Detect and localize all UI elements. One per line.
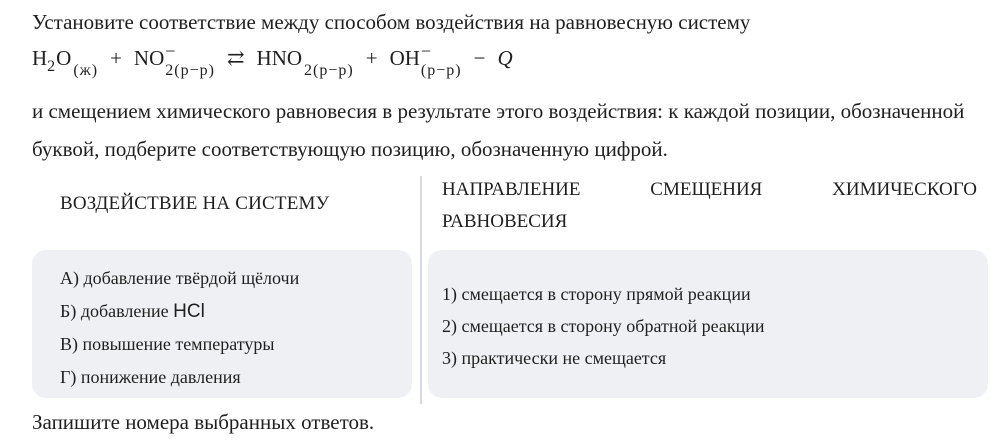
impact-option-b — [60, 295, 299, 328]
hcl-formula: HCl — [173, 301, 205, 322]
hydroxide-formula — [389, 41, 462, 80]
shift-option-1: 1) смещается в сторону прямой реакции — [442, 284, 751, 304]
right-header-word-1: НАПРАВЛЕНИЕ — [442, 179, 581, 200]
plus-sign-2: + — [365, 46, 378, 70]
nitrite-formula — [133, 41, 215, 80]
impact-option-g: Г) понижение давления — [60, 367, 241, 387]
right-column-header — [442, 174, 977, 238]
water-h: H — [32, 46, 48, 70]
impact-option-a: А) добавление твёрдой щёлочи — [60, 268, 300, 288]
task-paragraph: и смещением химического равновесия в результате этого воздействия: к каждой позиции, обозначенной буквой, подберите соответствующую позицию, обозначенную цифрой. — [32, 99, 965, 161]
right-header-word-2: СМЕЩЕНИЯ — [650, 179, 763, 200]
nitrous-acid-formula — [257, 44, 354, 80]
impact-option-v: В) повышение температуры — [60, 334, 275, 354]
shift-option-2: 2) смещается в сторону обратной реакции — [442, 316, 765, 336]
water-formula — [32, 44, 98, 80]
shift-option-3: 3) практически не смещается — [442, 348, 667, 368]
left-column-header: ВОЗДЕЙСТВИЕ НА СИСТЕМУ — [60, 193, 330, 214]
nitrous-acid-base: HNO — [256, 46, 303, 70]
nitrous-acid-subscript: 2(р−р) — [304, 62, 354, 79]
task-intro: Установите соответствие между способом воздействия на равновесную систему — [32, 10, 751, 34]
nitrite-subscript: 2(р−р) — [165, 62, 215, 79]
water-h-subscript: 2 — [47, 58, 57, 75]
chemical-equation — [32, 41, 513, 90]
nitrite-charge: − — [165, 41, 176, 61]
water-state: (ж) — [73, 62, 99, 79]
plus-sign-1: + — [110, 46, 122, 70]
minus-sign: − — [473, 46, 486, 70]
shift-options-box — [428, 250, 988, 398]
impact-option-b-label: Б) добавление — [60, 301, 174, 321]
right-header-word-3: ХИМИЧЕСКОГО — [832, 179, 977, 200]
hydroxide-subscript: (р−р) — [420, 62, 462, 79]
impact-options-box — [32, 250, 412, 398]
hydroxide-charge: − — [420, 41, 432, 61]
equilibrium-arrow: ⇄ — [226, 46, 245, 70]
column-divider — [420, 176, 422, 404]
nitrite-base: NO — [133, 46, 165, 70]
task-outro: Запишите номера выбранных ответов. — [32, 410, 375, 434]
heat-q: Q — [497, 46, 513, 70]
water-o: O — [56, 46, 72, 70]
hydroxide-base: OH — [389, 46, 420, 70]
right-header-line-2: РАВНОВЕСИЯ — [442, 211, 568, 232]
